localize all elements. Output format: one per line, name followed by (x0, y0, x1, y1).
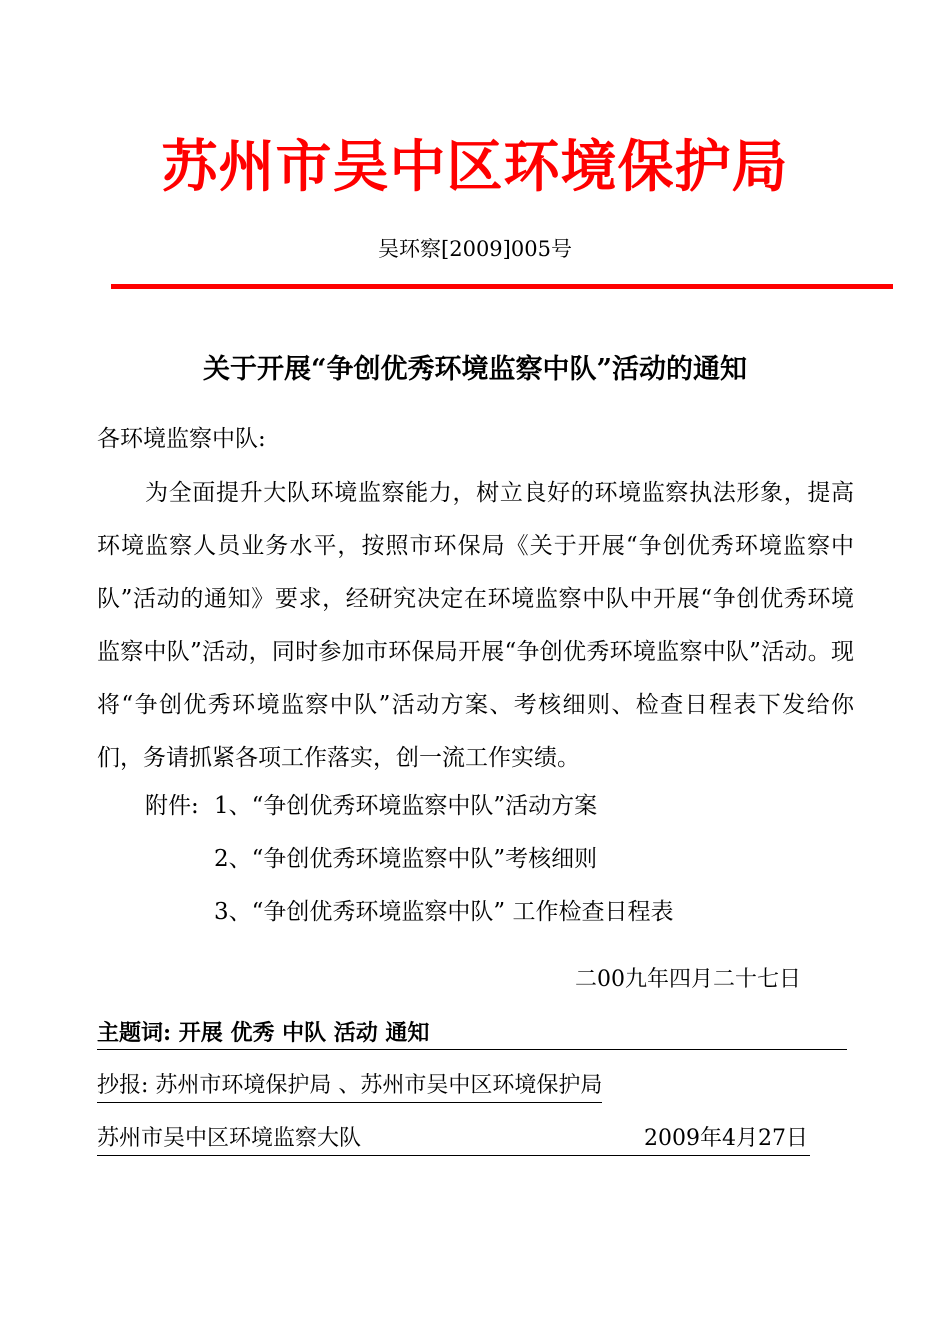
subject-words: 主题词: 开展 优秀 中队 活动 通知 (97, 1017, 847, 1050)
attachment-item-3: 3、“争创优秀环境监察中队” 工作检查日程表 (214, 899, 674, 925)
issuer-line (97, 1123, 810, 1156)
issue-date: 2009年4月27日 (644, 1126, 808, 1151)
notice-title: 关于开展“争创优秀环境监察中队”活动的通知 (202, 354, 748, 385)
attachment-item-2: 2、“争创优秀环境监察中队”考核细则 (214, 846, 598, 872)
issuer-name: 苏州市吴中区环境监察大队 (97, 1126, 362, 1151)
cc-line: 抄报: 苏州市环境保护局 、苏州市吴中区环境保护局 (97, 1070, 602, 1103)
notice-date: 二00九年四月二十七日 (575, 967, 801, 992)
red-header-rule (111, 284, 893, 289)
agency-title: 苏州市吴中区环境保护局 (161, 135, 789, 200)
attachment-item-1: 1、“争创优秀环境监察中队”活动方案 (214, 793, 598, 819)
notice-body: 为全面提升大队环境监察能力，树立良好的环境监察执法形象，提高环境监察人员业务水平，按照市环保局《关于开展“争创优秀环境监察中队”活动的通知》要求，经研究决定在环境监察中队中开展“争创优秀环境监察中队”活动，同时参加市环保局开展“争创优秀环境监察中队”活动。现将“争创优秀环境监察中队”活动方案、考核细则、检查日程表下发给你们，务请抓紧各项工作落实，创一流工作实绩。 (97, 480, 854, 771)
attachments-label: 附件: (145, 793, 199, 819)
salutation: 各环境监察中队: (97, 426, 266, 452)
document-number: 吴环察[2009]005号 (378, 237, 572, 261)
